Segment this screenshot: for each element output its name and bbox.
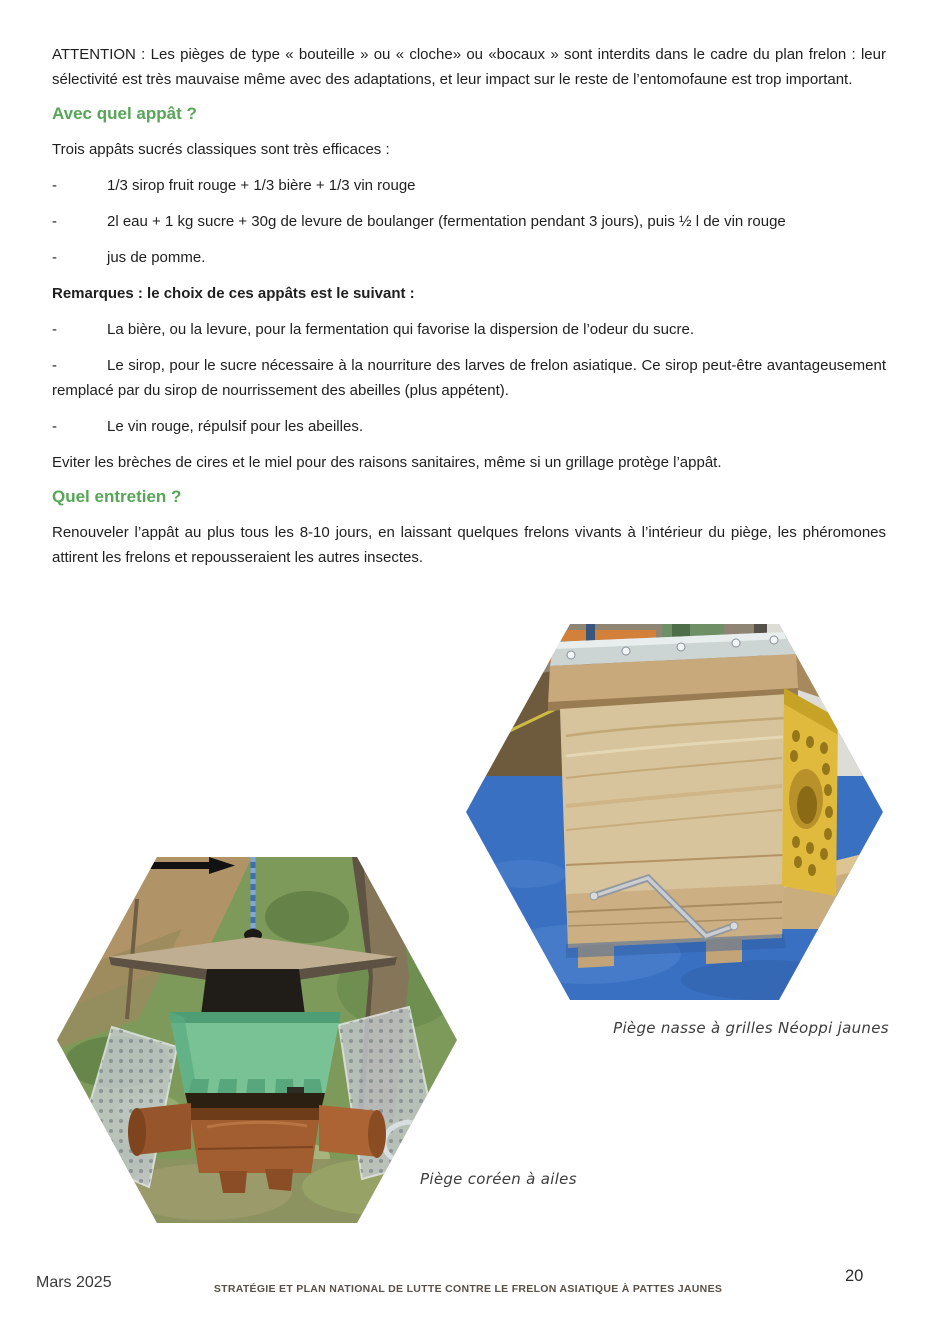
heading-avec-quel-appat: Avec quel appât ? — [52, 104, 197, 123]
bullet-dash: - — [52, 357, 57, 374]
list-item-text: 1/3 sirop fruit rouge + 1/3 bière + 1/3 vin rouge — [107, 177, 416, 194]
list-item-text: La bière, ou la levure, pour la fermentation qui favorise la dispersion de l’odeur du sucre. — [107, 321, 695, 338]
page-body-text — [52, 42, 886, 581]
list-item-text: jus de pomme. — [107, 249, 206, 266]
footer-document-title: STRATÉGIE ET PLAN NATIONAL DE LUTTE CONTRE LE FRELON ASIATIQUE À PATTES JAUNES — [213, 1283, 723, 1295]
paragraph-eviter: Eviter les brèches de cires et le miel pour des raisons sanitaires, même si un grillage protège l’appât. — [52, 454, 722, 471]
list-item-remarque-3 — [52, 414, 886, 439]
list-item-remarque-2 — [52, 353, 886, 403]
bullet-dash: - — [52, 249, 57, 266]
figure-photo-nasse-trap — [466, 624, 883, 1000]
bullet-dash: - — [52, 321, 57, 338]
bullet-dash: - — [52, 213, 57, 230]
figure-caption-coreen: Piège coréen à ailes — [420, 1170, 577, 1188]
heading-quel-entretien: Quel entretien ? — [52, 487, 182, 506]
figure-photo-korean-trap — [57, 857, 457, 1223]
paragraph-appats-intro: Trois appâts sucrés classiques sont très efficaces : — [52, 141, 390, 158]
list-item-text: 2l eau + 1 kg sucre + 30g de levure de boulanger (fermentation pendant 3 jours), puis ½ l de vin rouge — [107, 213, 786, 230]
photo-nasse-artwork — [466, 624, 883, 1000]
list-item-text: Le sirop, pour le sucre nécessaire à la nourriture des larves de frelon asiatique. Ce sirop peut-être avantageusement remplacé par du sirop de nourrissement des abeilles (plus appétent). — [52, 357, 886, 399]
photo-coreen-artwork — [57, 857, 457, 1223]
bullet-dash: - — [52, 177, 57, 194]
footer-date: Mars 2025 — [36, 1274, 112, 1291]
list-item-remarque-1 — [52, 317, 886, 342]
figure-caption-nasse: Piège nasse à grilles Néoppi jaunes — [613, 1019, 889, 1037]
list-item-text: Le vin rouge, répulsif pour les abeilles. — [107, 418, 363, 435]
list-item-appat-1 — [52, 173, 886, 198]
heading-remarques: Remarques : le choix de ces appâts est le suivant : — [52, 285, 415, 302]
list-item-appat-3 — [52, 245, 886, 270]
footer-page-number: 20 — [845, 1267, 864, 1285]
list-item-appat-2 — [52, 209, 886, 234]
paragraph-entretien: Renouveler l’appât au plus tous les 8-10 jours, en laissant quelques frelons vivants à l’intérieur du piège, les phéromones attirent les frelons et repousseraient les autres insectes. — [52, 524, 886, 566]
paragraph-attention: ATTENTION : Les pièges de type « bouteille » ou « cloche» ou «bocaux » sont interdits dans le cadre du plan frelon : leur sélectivité est très mauvaise même avec des adaptations, et leur impact sur le reste de l’entomofaune est trop important. — [52, 46, 886, 88]
bullet-dash: - — [52, 418, 57, 435]
